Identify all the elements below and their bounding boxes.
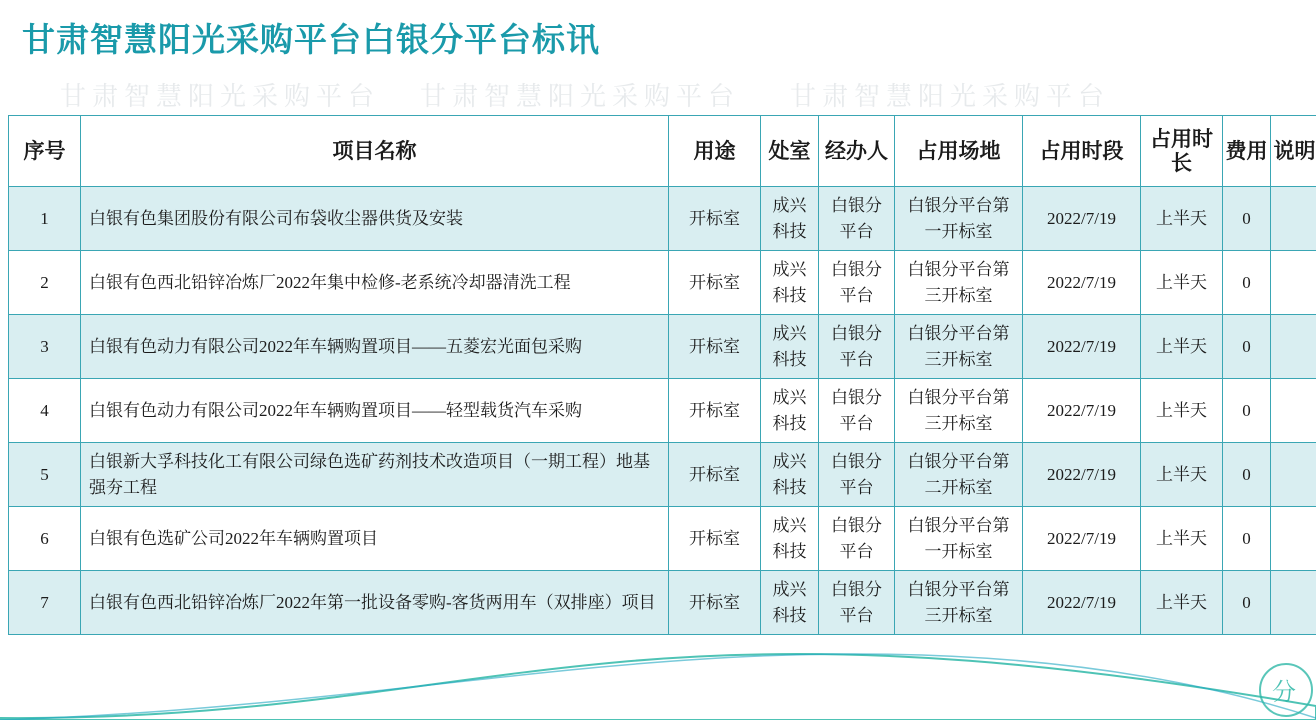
bid-schedule-table <box>8 115 1316 635</box>
cell-index: 7 <box>9 571 81 635</box>
cell-agent: 白银分平台 <box>819 315 895 379</box>
cell-dept: 成兴科技 <box>761 571 819 635</box>
cell-dept: 成兴科技 <box>761 379 819 443</box>
cell-note <box>1271 443 1316 507</box>
cell-index: 2 <box>9 251 81 315</box>
cell-fee: 0 <box>1223 379 1271 443</box>
cell-time: 2022/7/19 <box>1023 315 1141 379</box>
cell-use: 开标室 <box>669 571 761 635</box>
cell-note <box>1271 571 1316 635</box>
cell-duration: 上半天 <box>1141 379 1223 443</box>
cell-name: 白银新大孚科技化工有限公司绿色选矿药剂技术改造项目（一期工程）地基强夯工程 <box>81 443 669 507</box>
cell-use: 开标室 <box>669 507 761 571</box>
cell-duration: 上半天 <box>1141 443 1223 507</box>
cell-index: 4 <box>9 379 81 443</box>
cell-fee: 0 <box>1223 507 1271 571</box>
cell-dept: 成兴科技 <box>761 187 819 251</box>
cell-dept: 成兴科技 <box>761 443 819 507</box>
cell-name: 白银有色集团股份有限公司布袋收尘器供货及安装 <box>81 187 669 251</box>
page-title: 甘肃智慧阳光采购平台白银分平台标讯 <box>22 21 600 58</box>
cell-site: 白银分平台第三开标室 <box>895 315 1023 379</box>
cell-note <box>1271 315 1316 379</box>
column-header-dept: 处室 <box>761 116 819 187</box>
cell-note <box>1271 507 1316 571</box>
column-header-fee: 费用 <box>1223 116 1271 187</box>
cell-fee: 0 <box>1223 315 1271 379</box>
table-row <box>9 251 1316 315</box>
watermark-text: 甘肃智慧阳光采购平台 <box>790 81 1111 111</box>
table-row <box>9 315 1316 379</box>
cell-use: 开标室 <box>669 251 761 315</box>
cell-name: 白银有色动力有限公司2022年车辆购置项目——五菱宏光面包采购 <box>81 315 669 379</box>
cell-use: 开标室 <box>669 315 761 379</box>
cell-time: 2022/7/19 <box>1023 251 1141 315</box>
cell-name: 白银有色西北铅锌冶炼厂2022年第一批设备零购-客货两用车（双排座）项目 <box>81 571 669 635</box>
column-header-name: 项目名称 <box>81 116 669 187</box>
cell-dept: 成兴科技 <box>761 251 819 315</box>
table-row <box>9 507 1316 571</box>
table-body <box>9 187 1316 635</box>
cell-agent: 白银分平台 <box>819 443 895 507</box>
column-header-duration: 占用时长 <box>1141 116 1223 187</box>
cell-site: 白银分平台第三开标室 <box>895 571 1023 635</box>
column-header-time: 占用时段 <box>1023 116 1141 187</box>
cell-agent: 白银分平台 <box>819 571 895 635</box>
cell-index: 6 <box>9 507 81 571</box>
cell-site: 白银分平台第一开标室 <box>895 187 1023 251</box>
cell-index: 5 <box>9 443 81 507</box>
cell-duration: 上半天 <box>1141 315 1223 379</box>
cell-use: 开标室 <box>669 379 761 443</box>
cell-name: 白银有色选矿公司2022年车辆购置项目 <box>81 507 669 571</box>
cell-name: 白银有色西北铅锌冶炼厂2022年集中检修-老系统冷却器清洗工程 <box>81 251 669 315</box>
cell-name: 白银有色动力有限公司2022年车辆购置项目——轻型载货汽车采购 <box>81 379 669 443</box>
cell-duration: 上半天 <box>1141 507 1223 571</box>
column-header-note: 说明 <box>1271 116 1316 187</box>
cell-index: 1 <box>9 187 81 251</box>
svg-text:分: 分 <box>1272 679 1296 706</box>
cell-fee: 0 <box>1223 251 1271 315</box>
cell-note <box>1271 379 1316 443</box>
cell-time: 2022/7/19 <box>1023 379 1141 443</box>
cell-use: 开标室 <box>669 187 761 251</box>
bid-schedule-table-container <box>8 115 1316 635</box>
cell-agent: 白银分平台 <box>819 379 895 443</box>
cell-fee: 0 <box>1223 443 1271 507</box>
table-row <box>9 187 1316 251</box>
cell-site: 白银分平台第三开标室 <box>895 379 1023 443</box>
table-row <box>9 571 1316 635</box>
table-row <box>9 379 1316 443</box>
cell-duration: 上半天 <box>1141 571 1223 635</box>
cell-note <box>1271 251 1316 315</box>
cell-dept: 成兴科技 <box>761 315 819 379</box>
table-header-row <box>9 116 1316 187</box>
cell-time: 2022/7/19 <box>1023 187 1141 251</box>
cell-fee: 0 <box>1223 571 1271 635</box>
column-header-agent: 经办人 <box>819 116 895 187</box>
cell-time: 2022/7/19 <box>1023 507 1141 571</box>
cell-use: 开标室 <box>669 443 761 507</box>
cell-time: 2022/7/19 <box>1023 571 1141 635</box>
watermark-text: 甘肃智慧阳光采购平台 <box>60 81 381 111</box>
cell-agent: 白银分平台 <box>819 251 895 315</box>
cell-index: 3 <box>9 315 81 379</box>
cell-agent: 白银分平台 <box>819 507 895 571</box>
watermark-text: 甘肃智慧阳光采购平台 <box>420 81 741 111</box>
column-header-site: 占用场地 <box>895 116 1023 187</box>
cell-time: 2022/7/19 <box>1023 443 1141 507</box>
cell-site: 白银分平台第二开标室 <box>895 443 1023 507</box>
cell-agent: 白银分平台 <box>819 187 895 251</box>
cell-site: 白银分平台第三开标室 <box>895 251 1023 315</box>
cell-site: 白银分平台第一开标室 <box>895 507 1023 571</box>
cell-duration: 上半天 <box>1141 251 1223 315</box>
cell-duration: 上半天 <box>1141 187 1223 251</box>
cell-note <box>1271 187 1316 251</box>
cell-dept: 成兴科技 <box>761 507 819 571</box>
table-row <box>9 443 1316 507</box>
column-header-index: 序号 <box>9 116 81 187</box>
watermark <box>0 72 1316 118</box>
column-header-use: 用途 <box>669 116 761 187</box>
cell-fee: 0 <box>1223 187 1271 251</box>
